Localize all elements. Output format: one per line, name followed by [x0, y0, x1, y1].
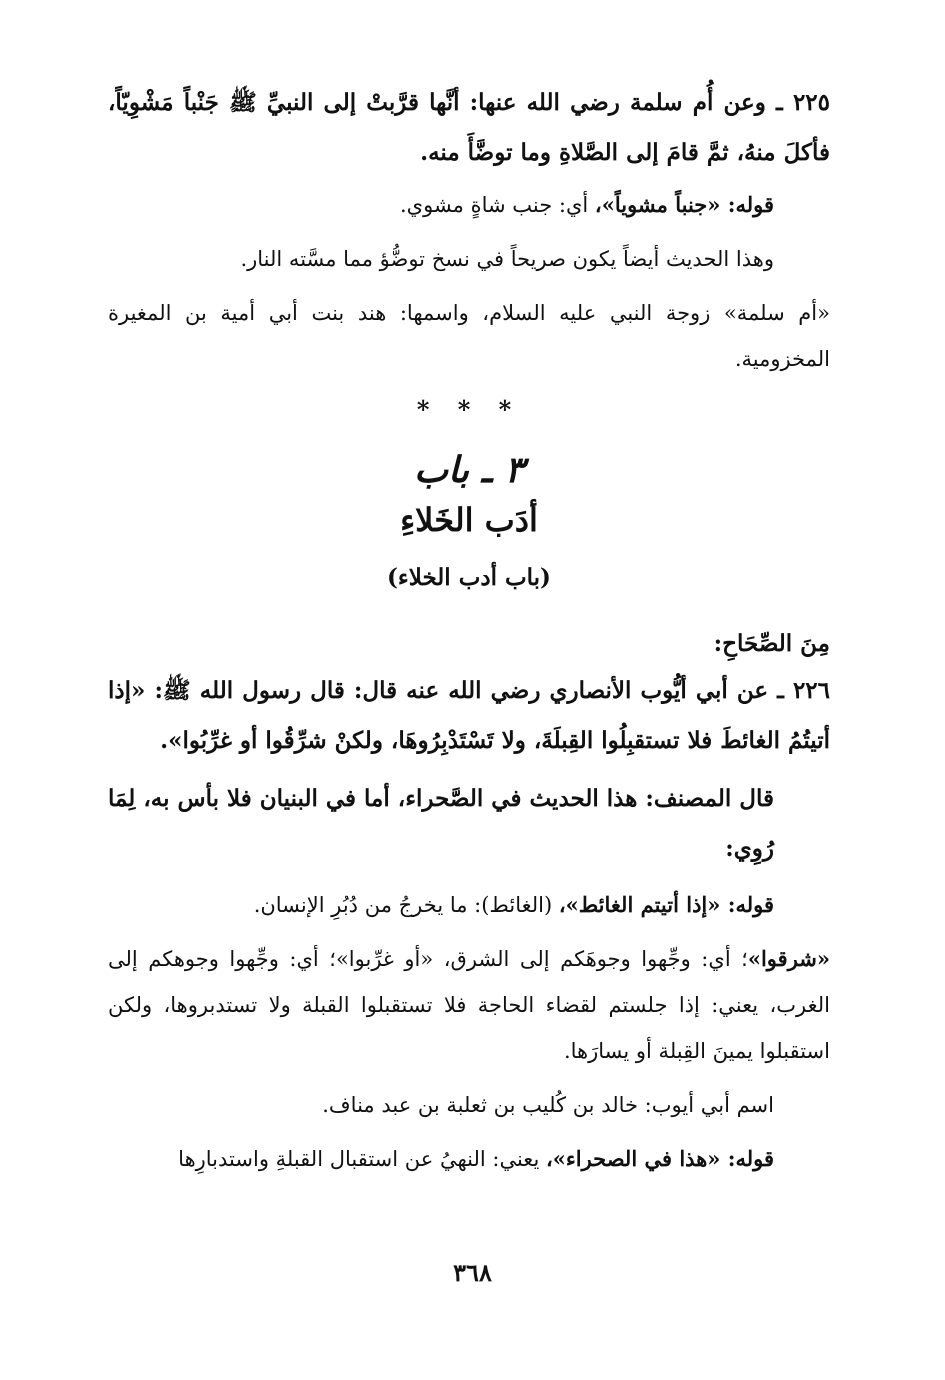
note-225-b: وهذا الحديث أيضاً يكون صريحاً في نسخ توضُّؤ مما مسَّته النار. [240, 247, 774, 271]
note-226-b-text: ؛ أي: وجِّهوا وجوهَكم إلى الشرق، «أو غرِّبوا»؛ أي: وجِّهوا وجوهكم إلى الغرب، يعني: إذا جلستم لقضاء الحاجة فلا تستقبلوا القبلة ولا تستدبروها، ولكن استقبلوا يمينَ القِبلة أو يسارَها. [108, 947, 830, 1063]
note-226-b [108, 936, 830, 1074]
note-226-d-text: يعني: النهيُ عن استقبال القبلةِ واستدبارِها [178, 1147, 546, 1171]
page-number: ٣٦٨ [453, 1258, 492, 1287]
author-comment: قال المصنف: هذا الحديث في الصَّحراء، أما في البنيان فلا بأس به، لِمَا رُوِي: [108, 785, 774, 862]
page-body [108, 78, 830, 1182]
chapter-title: أدَب الخَلاءِ [400, 501, 538, 539]
note-226-d-label: قوله: «هذا في الصحراء»، [545, 1146, 774, 1171]
hadith-226: ٢٢٦ ـ عن أبي أيُّوب الأنصاري رضي الله عنه قال: قال رسول الله ﷺ: «إذا أتيتُمُ الغائطَ فلا تستقبِلُوا القِبلَةَ، ولا تَسْتَدْبِرُوهَا، ولكنْ شرِّقُوا أو غرِّبُوا». [108, 677, 830, 754]
note-225-a-text: أي: جنب شاةٍ مشوي. [399, 193, 595, 217]
note-225-a [108, 182, 830, 228]
hadith-225: ٢٢٥ ـ وعن أُم سلمة رضي الله عنها: أنَّها قرَّبتْ إلى النبيِّ ﷺ جَنْباً مَشْوِيّاً، فأكلَ منهُ، ثمَّ قامَ إلى الصَّلاةِ وما توضَّأَ منه. [108, 89, 830, 166]
section-divider-stars: * * * [416, 395, 522, 424]
chapter-subtitle: (باب أدب الخلاء) [387, 564, 551, 591]
note-226-c: اسم أبي أيوب: خالد بن كُليب بن ثعلبة بن عبد مناف. [322, 1093, 774, 1117]
note-226-b-label: «شرقوا» [747, 946, 830, 971]
note-225-c: «أم سلمة» زوجة النبي عليه السلام، واسمها: هند بنت أبي أمية بن المغيرة المخزومية. [108, 301, 830, 371]
note-225-a-label: قوله: «جنباً مشوياً»، [594, 192, 774, 217]
note-226-a-label: قوله: «إذا أتيتم الغائط»، [558, 892, 774, 917]
note-226-d [108, 1136, 830, 1182]
section-heading: مِنَ الصِّحَاحِ: [713, 630, 830, 657]
note-226-a [108, 882, 830, 928]
note-226-a-text: (الغائط): ما يخرجُ من دُبُرِ الإنسان. [253, 893, 559, 917]
chapter-number: ٣ ـ باب [414, 449, 524, 491]
